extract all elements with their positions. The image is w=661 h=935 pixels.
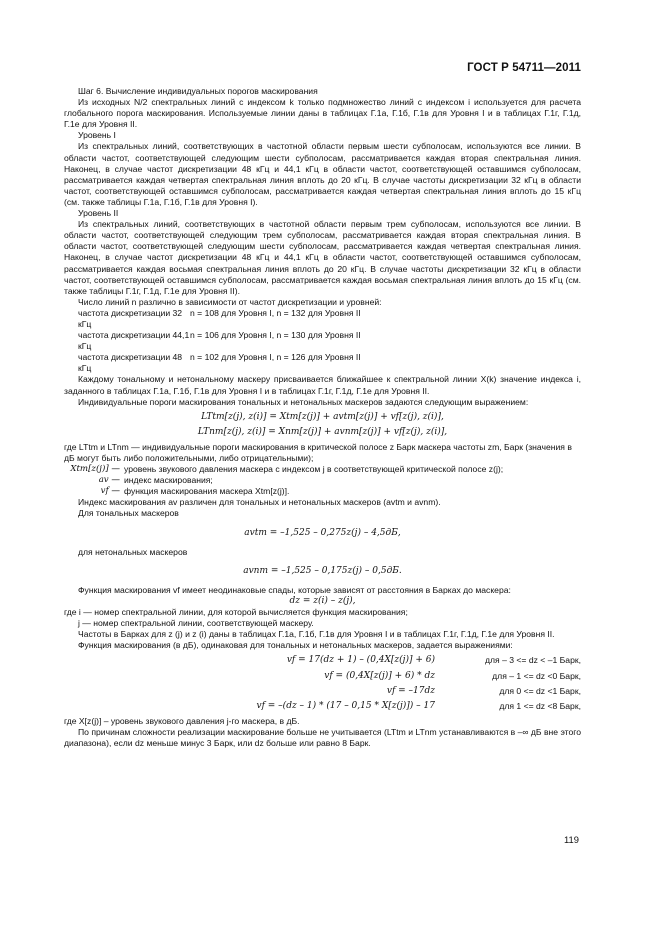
- piecewise-condition: для – 3 <= dz < –1 Барк,: [485, 655, 581, 666]
- legend-row: [64, 486, 581, 497]
- legend-symbol: vf —: [100, 486, 120, 497]
- piecewise-row: [64, 686, 581, 697]
- rate-value: n = 106 для Уровня I, n = 130 для Уровня II: [190, 330, 361, 341]
- level1-heading: Уровень I: [78, 130, 116, 141]
- legend-text: уровень звукового давления маскера с индексом j в соответствующей критической полосе z(j);: [124, 464, 504, 475]
- equation-av-tonal: avtm = –1,525 – 0,275z(j) – 4,5дБ,: [244, 527, 401, 538]
- vf-expressions-intro: Функция маскирования (в дБ), одинаковая для тональных и нетональных маскеров, задается выражениями:: [78, 640, 513, 651]
- page-number: 119: [564, 834, 579, 845]
- vf-text: Функция маскирования vf имеет неодинаковые спады, которые зависят от расстояния в Барках до маскера:: [78, 584, 511, 595]
- final-text: По причинам сложности реализации маскирование больше не учитывается (LTtm и LTnm устанавливаются в –∞ дБ вне этого диапазона), если dz меньше минус 3 Барк, или dz больше или равно 8 Барк.: [64, 726, 581, 748]
- bark-text: Частоты в Барках для z (j) и z (i) даны в таблицах Г.1а, Г.1б, Г.1в для Уровня I и в таблицах Г.1г, Г.1д, Г.1е для Уровня II.: [78, 629, 555, 640]
- piecewise-condition: для – 1 <= dz <0 Барк,: [492, 670, 581, 681]
- lines-intro: Число линий n различно в зависимости от частот дискретизации и уровней:: [78, 296, 382, 307]
- legend-symbol: av —: [98, 475, 120, 486]
- legend-symbol: Xtm[z(j)] —: [70, 464, 120, 475]
- piecewise-formula: vf = (0,4X[z(j)] + 6) * dz: [324, 670, 435, 681]
- where-x-text: где X[z(j)] – уровень звукового давления j-го маскера, в дБ.: [64, 715, 300, 726]
- piecewise-row: [64, 655, 581, 666]
- equation-lt-tonal: LTtm[z(j), z(i)] = Xtm[z(j)] + avtm[z(j)] + vf[z(j), z(i)],: [201, 411, 444, 422]
- where-lt-text: где LTtm и LTnm — индивидуальные пороги маскирования в критической полосе z Барк маскера частоты zm, Барк (значения в дБ могут быть либо положительными, либо отрицательными);: [64, 441, 572, 463]
- paragraph-intro: Из исходных N/2 спектральных линий с индексом k только подмножество линий с индексом i используется для расчета глобального порога маскирования. Используемые линии даны в таблицах Г.1а, Г.1б, Г.1в для Уровня I и в таблицах Г.1г, Г.1д, Г.1е для Уровня II.: [64, 97, 581, 130]
- paragraph-level2: Из спектральных линий, соответствующих в частотной области первым трем субполосам, используются все линии. В области частот, соответствующей следующим трем субполосам, рассматривается каждая вторая спектральная линия. В области частот, соответствующей следующим шести субполосам, рассматривается каждая четвертая спектральная линия. Наконец, в случае частот дискретизации 48 кГц и 44,1 кГц в области частот, соответствующей оставшимся субполосам, рассматривается каждая восьмая спектральная линия вплоть до 20 кГц. В случае частоты дискретизации 32 кГц в области частот, соответствующей оставшимся субполосам, рассматривается каждая восьмая спектральная линия вплоть до 15 кГц (см. также таблицы Г.1г, Г.1д, Г.1е для Уровня II).: [64, 219, 581, 296]
- tonal-heading: Для тональных маскеров: [78, 508, 179, 519]
- table-row: [78, 352, 581, 374]
- where-j-text: j — номер спектральной линии, соответствующей маскеру.: [78, 618, 314, 629]
- section-title: Шаг 6. Вычисление индивидуальных порогов маскирования: [78, 86, 318, 96]
- piecewise-row: [64, 701, 581, 712]
- sample-rate-table: [78, 308, 581, 375]
- index-text: Индекс маскирования av различен для тональных и нетональных маскеров (avtm и avnm).: [78, 497, 441, 508]
- legend-text: индекс маскирования;: [124, 475, 213, 486]
- level2-heading: Уровень II: [78, 208, 119, 219]
- standard-header: ГОСТ Р 54711—2011: [467, 62, 581, 74]
- rate-label: частота дискретизации 44,1 кГц: [78, 330, 190, 352]
- rate-label: частота дискретизации 48 кГц: [78, 352, 183, 374]
- piecewise-condition: для 0 <= dz <1 Барк,: [499, 685, 581, 696]
- piecewise-formula: vf = –(dz – 1) * (17 – 0,15 * X[z(j)]) – 17: [256, 700, 435, 711]
- piecewise-condition: для 1 <= dz <8 Барк,: [499, 700, 581, 711]
- rate-label: частота дискретизации 32 кГц: [78, 307, 183, 329]
- nontonal-heading: для нетональных маскеров: [78, 546, 188, 557]
- where-i-text: где i — номер спектральной линии, для которой вычисляется функция маскирования;: [64, 607, 408, 618]
- legend-row: [64, 464, 581, 475]
- piecewise-formula: vf = –17dz: [386, 685, 435, 696]
- rate-value: n = 108 для Уровня I, n = 132 для Уровня II: [190, 307, 361, 318]
- equation-lt-nontonal: LTnm[z(j), z(i)] = Xnm[z(j)] + avnm[z(j)] + vf[z(j), z(i)],: [197, 426, 448, 437]
- table-row: [78, 308, 581, 330]
- piecewise-formula: vf = 17(dz + 1) – (0,4X[z(j)] + 6): [286, 655, 435, 666]
- thresholds-intro: Индивидуальные пороги маскирования тональных и нетональных маскеров задаются следующим выражением:: [78, 396, 529, 407]
- equation-dz: dz = z(i) – z(j),: [289, 595, 356, 606]
- legend-row: [64, 475, 581, 486]
- page-body: [64, 86, 581, 749]
- paragraph-masker: Каждому тональному и нетональному маскеру присваивается ближайшее к спектральной линии X(k) значение индекса i, заданного в таблицах Г.1а, Г.1б, Г.1в для Уровня I и в таблицах Г.1г, Г.1д, Г.1е для Уровня II.: [64, 374, 581, 396]
- legend-text: функция маскирования маскера Xtm[z(j)].: [124, 486, 290, 497]
- equation-av-nontonal: avnm = –1,525 – 0,175z(j) – 0,5дБ.: [243, 565, 402, 576]
- rate-value: n = 102 для Уровня I, n = 126 для Уровня II: [190, 352, 361, 363]
- table-row: [78, 330, 581, 352]
- piecewise-row: [64, 671, 581, 682]
- paragraph-level1: Из спектральных линий, соответствующих в частотной области первым шести субполосам, используются все линии. В области частот, соответствующей следующим шести субполосам, рассматривается каждая вторая спектральная линия. Наконец, в случае частот дискретизации 48 кГц и 44,1 кГц в области частот, соответствующей оставшимся субполосам, рассматривается каждая четвертая спектральная линия вплоть до 20 кГц. В случае частоты дискретизации 32 кГц в области частот, соответствующей оставшимся субполосам, рассматривается каждая четвертая спектральная линия вплоть до 15 кГц (см. также таблицы Г.1а, Г.1б, Г.1в для Уровня I).: [64, 141, 581, 207]
